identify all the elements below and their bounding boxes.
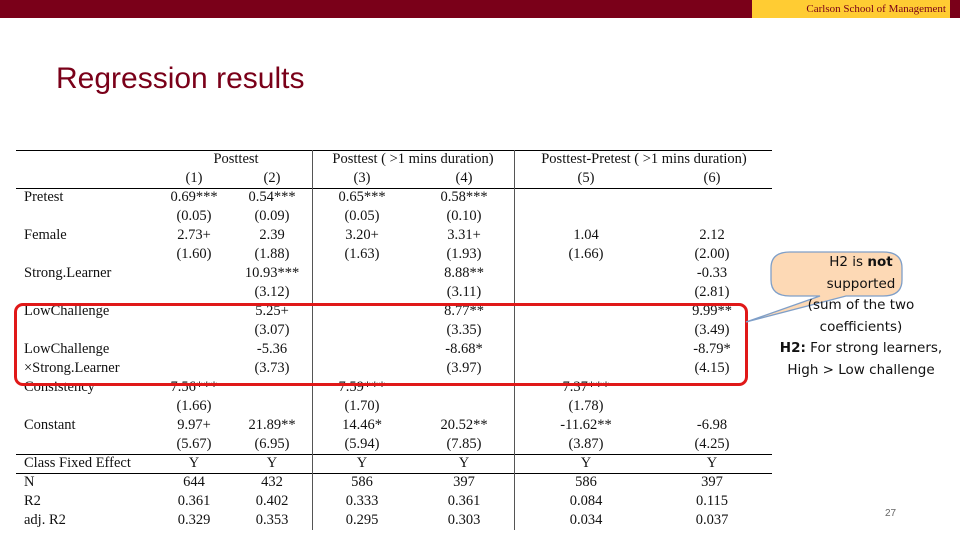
callout-line-1 <box>770 252 952 274</box>
table-cell: 0.402 <box>255 493 289 509</box>
table-cell: 8.88** <box>444 265 484 281</box>
table-cell: 9.99** <box>692 303 732 319</box>
table-cell: (3.11) <box>446 284 482 300</box>
callout-line-2: supported <box>826 275 896 292</box>
group-header-posttest-duration: Posttest ( >1 mins duration) <box>332 151 494 167</box>
table-cell: (7.85) <box>446 436 482 452</box>
table-cell: (1.60) <box>176 246 212 262</box>
table-cell: 3.20+ <box>345 227 379 243</box>
table-cell: (2.00) <box>694 246 730 262</box>
table-cell: -6.98 <box>696 417 728 433</box>
table-cell: 3.31+ <box>447 227 481 243</box>
table-cell: (1.93) <box>446 246 482 262</box>
table-cell: 20.52** <box>440 417 488 433</box>
row-label: adj. R2 <box>24 512 66 528</box>
table-cell: 14.46* <box>342 417 382 433</box>
table-cell: (0.09) <box>254 208 290 224</box>
table-cell: 21.89** <box>248 417 296 433</box>
column-number: (6) <box>703 170 721 186</box>
table-cell: Y <box>580 455 592 471</box>
callout-line-3: (sum of the two <box>807 297 915 313</box>
table-cell: (2.81) <box>694 284 730 300</box>
table-cell: 0.333 <box>345 493 379 509</box>
table-cell: 0.353 <box>255 512 289 528</box>
table-cell: (1.63) <box>344 246 380 262</box>
table-cell: (1.66) <box>176 398 212 414</box>
row-label: Constant <box>24 417 76 433</box>
table-cell: (1.88) <box>254 246 290 262</box>
callout-emphasis: not <box>867 254 893 270</box>
column-number: (3) <box>353 170 371 186</box>
table-cell: (4.15) <box>694 360 730 376</box>
table-cell: 2.73+ <box>177 227 211 243</box>
column-number: (2) <box>263 170 281 186</box>
table-cell: Y <box>458 455 470 471</box>
table-cell: (3.35) <box>446 322 482 338</box>
table-cell: 0.037 <box>695 512 729 528</box>
table-cell: 0.295 <box>345 512 379 528</box>
page-number: 27 <box>885 508 897 519</box>
table-cell: 7.59*** <box>338 379 386 395</box>
group-header-posttest-pretest: Posttest-Pretest ( >1 mins duration) <box>541 151 747 167</box>
row-label: R2 <box>24 493 41 509</box>
column-number: (5) <box>577 170 595 186</box>
table-cell: (6.95) <box>254 436 290 452</box>
table-cell: 0.084 <box>569 493 603 509</box>
table-cell: 8.77** <box>444 303 484 319</box>
table-cell: -8.68* <box>445 341 483 357</box>
table-cell: 5.25+ <box>255 303 289 319</box>
table-cell: 397 <box>453 474 475 490</box>
table-cell: (5.67) <box>176 436 212 452</box>
table-cell: 9.97+ <box>177 417 211 433</box>
hypothesis-label: H2: <box>779 340 806 356</box>
row-label: N <box>24 474 35 490</box>
group-header-posttest: Posttest <box>213 151 259 167</box>
table-cell: 432 <box>261 474 283 490</box>
row-label: Pretest <box>24 189 64 205</box>
slide-title: Regression results <box>56 62 305 95</box>
callout-line-5 <box>770 338 952 360</box>
table-cell: (0.05) <box>176 208 212 224</box>
table-cell: 0.65*** <box>338 189 386 205</box>
callout-text-part: H2 is <box>829 254 868 270</box>
column-number: (1) <box>185 170 203 186</box>
table-cell: (5.94) <box>344 436 380 452</box>
table-cell: 1.04 <box>573 227 599 243</box>
table-cell: Y <box>706 455 718 471</box>
table-cell: -11.62** <box>560 417 612 433</box>
table-cell: 2.39 <box>259 227 285 243</box>
table-cell: 0.58*** <box>440 189 488 205</box>
table-cell: 0.329 <box>177 512 211 528</box>
row-label: Consistency <box>24 379 95 395</box>
table-cell: (3.87) <box>568 436 604 452</box>
table-cell: (3.12) <box>254 284 290 300</box>
table-cell: Y <box>266 455 278 471</box>
table-cell: 0.361 <box>447 493 481 509</box>
row-label: Female <box>24 227 67 243</box>
table-cell: 0.115 <box>695 493 729 509</box>
table-cell: 586 <box>575 474 597 490</box>
table-cell: (4.25) <box>694 436 730 452</box>
table-cell: Y <box>356 455 368 471</box>
table-cell: 7.56*** <box>170 379 218 395</box>
brand-name: Carlson School of Management <box>806 3 946 15</box>
table-cell: 2.12 <box>699 227 725 243</box>
table-cell: (0.10) <box>446 208 482 224</box>
table-cell: (3.07) <box>254 322 290 338</box>
table-cell: 7.37*** <box>562 379 610 395</box>
row-label: Strong.Learner <box>24 265 112 281</box>
table-cell: (1.66) <box>568 246 604 262</box>
column-number: (4) <box>455 170 473 186</box>
row-label: Class Fixed Effect <box>24 455 131 471</box>
table-cell: 0.303 <box>447 512 481 528</box>
table-cell: Y <box>188 455 200 471</box>
callout-text-part: For strong learners, <box>805 340 943 356</box>
callout-line-6: High > Low challenge <box>787 361 935 378</box>
callout-line-4: coefficients) <box>819 318 903 335</box>
row-label: LowChallenge <box>24 303 110 319</box>
table-cell: 644 <box>183 474 205 490</box>
table-cell: -8.79* <box>693 341 731 357</box>
table-cell: (0.05) <box>344 208 380 224</box>
table-cell: 586 <box>351 474 373 490</box>
table-cell: -0.33 <box>696 265 728 281</box>
table-cell: (3.73) <box>254 360 290 376</box>
table-cell: 397 <box>701 474 723 490</box>
table-cell: (1.70) <box>344 398 380 414</box>
row-label: LowChallenge <box>24 341 110 357</box>
table-cell: -5.36 <box>256 341 288 357</box>
table-cell: (3.97) <box>446 360 482 376</box>
callout-text <box>770 252 952 381</box>
table-cell: 10.93*** <box>244 265 300 281</box>
table-cell: 0.54*** <box>248 189 296 205</box>
table-cell: 0.69*** <box>170 189 218 205</box>
table-cell: 0.361 <box>177 493 211 509</box>
row-label: ×Strong.Learner <box>24 360 120 376</box>
table-cell: (1.78) <box>568 398 604 414</box>
table-cell: (3.49) <box>694 322 730 338</box>
table-cell: 0.034 <box>569 512 603 528</box>
